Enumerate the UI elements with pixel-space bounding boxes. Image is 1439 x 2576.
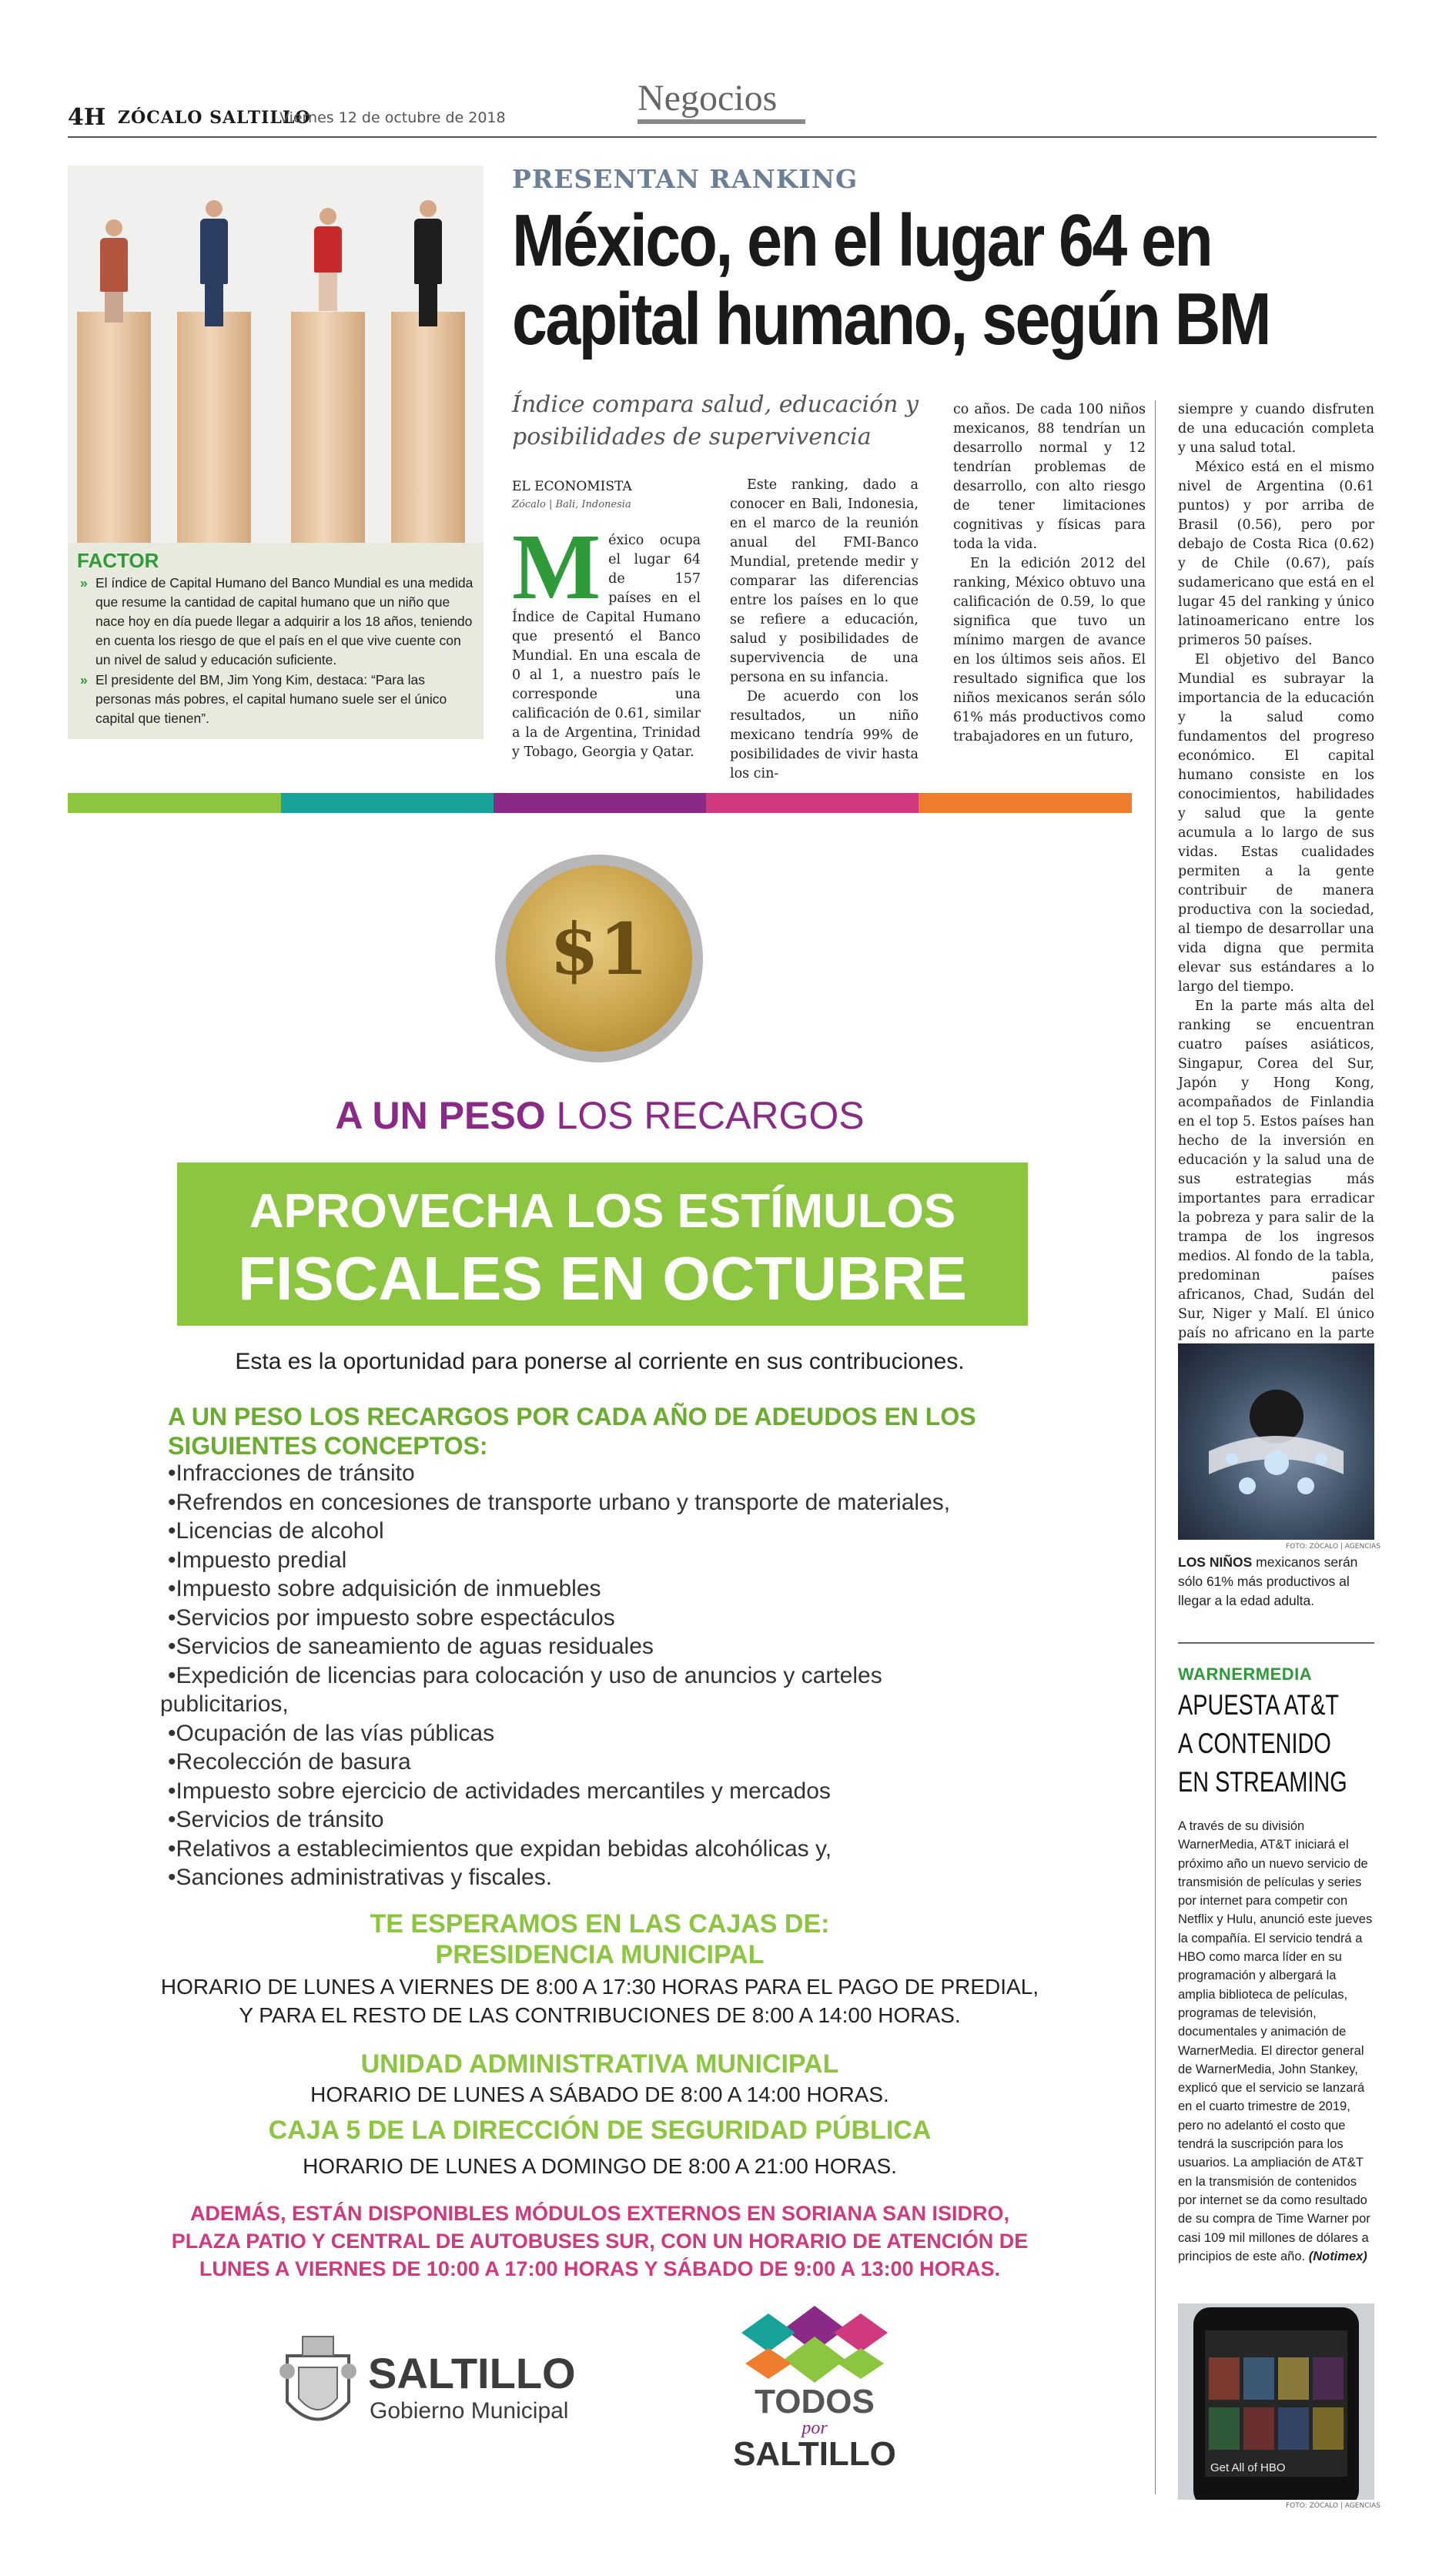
drop-cap: M [512, 515, 601, 619]
list-item: •Impuesto sobre adquisición de inmuebles [168, 1576, 601, 1601]
issue-date: Viernes 12 de octubre de 2018 [279, 109, 506, 126]
article-paragraph: En la edición 2012 del ranking, México obtuvo una calificación de 0.59, lo que significa que tuvo un mínimo margen de avance en los últimos seis años. El resultado significa que los niños mexicanos serán sólo 61% más productivos como trabajadores en un futuro, [953, 556, 1146, 744]
ad-list-heading: A UN PESO LOS RECARGOS POR CADA AÑO DE ADEUDOS EN LOS [168, 1403, 976, 1430]
color-stripe [919, 793, 1132, 813]
logo-connector: por [801, 2418, 828, 2438]
headline-line: EN STREAMING [1178, 1766, 1347, 1798]
factor-title: FACTOR [77, 549, 159, 572]
ad-peso-line: A UN PESO LOS RECARGOS [335, 1094, 865, 1137]
sidebar-separator [1178, 1642, 1374, 1644]
article-column-2 [730, 476, 919, 784]
list-item: •Expedición de licencias para colocación y uso de anuncios y carteles [168, 1662, 882, 1688]
municipal-ad [68, 793, 1132, 2494]
smartphone-photo [1178, 2303, 1374, 2500]
ad-wait-heading: TE ESPERAMOS EN LAS CAJAS DE: [370, 1909, 830, 1939]
figurine-man [199, 200, 229, 326]
ad-office-name: PRESIDENCIA MUNICIPAL [435, 1940, 765, 1969]
section-tab-rule [638, 119, 805, 124]
list-item: publicitarios, [160, 1691, 289, 1717]
headline-line: APUESTA AT&T [1178, 1689, 1340, 1721]
list-item: •Relativos a establecimientos que expidan bebidas alcohólicas y, [168, 1835, 832, 1862]
list-item: •Ocupación de las vías públicas [168, 1720, 495, 1746]
ad-hours: HORARIO DE LUNES A DOMINGO DE 8:00 A 21:00 HORAS. [303, 2154, 897, 2178]
ad-office-name: UNIDAD ADMINISTRATIVA MUNICIPAL [360, 2049, 839, 2079]
banner-line: FISCALES EN OCTUBRE [238, 1244, 967, 1313]
diamond-pattern-icon [722, 2306, 907, 2383]
ad-extra-info: ADEMÁS, ESTÁN DISPONIBLES MÓDULOS EXTERNOS EN SORIANA SAN ISIDRO, [189, 2202, 1010, 2225]
article-paragraph: siempre y cuando disfruten de una educación completa y una salud total. [1178, 402, 1374, 456]
article-kicker: PRESENTAN RANKING [512, 164, 858, 194]
list-item: •Refrendos en concesiones de transporte urbano y transporte de materiales, [168, 1489, 951, 1515]
ad-office-name: CAJA 5 DE LA DIRECCIÓN DE SEGURIDAD PÚBLICA [268, 2116, 932, 2145]
factor-item-text: El presidente del BM, Jim Yong Kim, destaca: “Para las personas más pobres, el capital humano suele ser el único capital que tienen”. [95, 672, 447, 726]
photo-cutline: LOS NIÑOS mexicanos serán sólo 61% más productivos al llegar a la edad adulta. [1178, 1554, 1358, 1608]
article-paragraph: En la parte más alta del ranking se encuentran cuatro países asiáticos, Singapur, Corea del Sur, Japón y Hong Kong, acompañados de Finlandia en el top 5. Estos países han hecho de la inversión en educación y la salud una de sus estrategias más importantes para erradicar la pobreza y para salir de la trampa de los ingresos medios. Al fondo de la tabla, predominan países africanos, Chad, Sudán del Sur, Niger y Malí. El único país no africano en la parte [1178, 999, 1374, 1341]
ad-subtitle: Esta es la oportunidad para ponerse al corriente en sus contribuciones. [235, 1349, 965, 1374]
logo-subtitle: Gobierno Municipal [370, 2398, 569, 2424]
article-paragraph: México ocupa el lugar 64 de 157 países en el Índice de Capital Humano que presentó el Banco Mundial. En una escala de 0 al 1, a nuestro país le corresponde una calificación de 0.61, similar a la de Argentina, Trinidad y Tobago, Georgia y Qatar. [512, 515, 701, 760]
todos-por-saltillo-logo [714, 2306, 915, 2471]
logo-wordmark: SALTILLO [733, 2435, 896, 2473]
double-chevron-icon: » [80, 575, 88, 590]
article-column-1 [512, 515, 701, 762]
ad-green-banner [177, 1163, 1028, 1326]
article-paragraph: México está en el mismo nivel de Argentina (0.61 puntos) y por arriba de Brasil (0.56), pero por debajo de Costa Rica (0.62) y de Chile (0.67), país sudamericano que está en el lugar 45 del ranking y único latinoamericano entre los primeros 50 países. [1178, 460, 1374, 648]
ad-hours: HORARIO DE LUNES A SÁBADO DE 8:00 A 14:00 HORAS. [310, 2083, 889, 2106]
list-item: •Servicios de saneamiento de aguas residuales [168, 1634, 654, 1659]
saltillo-government-logo [276, 2325, 584, 2441]
wooden-block [291, 312, 365, 543]
ad-hours: Y PARA EL RESTO DE LAS CONTRIBUCIONES DE 8:00 A 14:00 HORAS. [239, 2003, 961, 2027]
newspaper-brand: ZÓCALO SALTILLO [118, 108, 311, 128]
wooden-block [77, 312, 151, 543]
page-header [68, 73, 1377, 135]
figurine-man [413, 200, 443, 326]
ad-hours: HORARIO DE LUNES A VIERNES DE 8:00 A 17:30 HORAS PARA EL PAGO DE PREDIAL, [160, 1975, 1039, 1999]
factor-item-text: El índice de Capital Humano del Banco Mundial es una medida que resume la cantidad de capital humano que un niño que nace hoy en día puede llegar a adquirir a los 18 años, teniendo en cuenta los riesgo de que el país en el que vive cuente con un nivel de salud y educación suficiente. [95, 575, 474, 667]
ad-extra-info: LUNES A VIERNES DE 10:00 A 17:00 HORAS Y SÁBADO DE 9:00 A 13:00 HORAS. [199, 2257, 1001, 2280]
headline-line: A CONTENIDO [1178, 1728, 1331, 1759]
coat-of-arms-icon [276, 2325, 360, 2441]
list-item: •Licencias de alcohol [168, 1518, 384, 1544]
double-chevron-icon: » [80, 672, 88, 687]
column-rule [1155, 400, 1156, 2494]
brief-kicker: WARNERMEDIA [1178, 1664, 1313, 1684]
wooden-block [391, 312, 465, 543]
peso-coin-icon [495, 855, 703, 1062]
article-paragraph: El objetivo del Banco Mundial es subrayar la importancia de la educación y la salud como fundamentos del progreso económico. El capital humano consiste en los conocimientos, habilidades y salud que la gente acumula a lo largo de sus vidas. Estas cualidades permiten a la gente contribuir de manera productiva con la sociedad, al tiempo de desarrollar una vida digna que permita elevar sus estándares a lo largo del tiempo. [1178, 652, 1374, 995]
article-paragraph: Este ranking, dado a conocer en Bali, Indonesia, en el marco de la reunión anual del FMI-Banco Mundial, pretende medir y comparar las diferencias entre los países en lo que se refiere a educación, salud y posibilidades de supervivencia de una persona en su infancia. [730, 477, 919, 685]
list-item: •Impuesto predial [168, 1547, 347, 1573]
article-dateline: Zócalo | Bali, Indonesia [512, 499, 631, 510]
brief-headline [1178, 1686, 1358, 1802]
list-item: •Servicios de tránsito [168, 1807, 384, 1832]
color-stripe [494, 793, 706, 813]
article-paragraph: co años. De cada 100 niños mexicanos, 88 tendrían un desarrollo normal y 12 tendrían problemas de desarrollo, con alto riesgo de tener limitaciones cognitivas y físicas para toda la vida. [953, 402, 1146, 552]
photo-credit: FOTO: ZÓCALO | AGENCIAS [1286, 2502, 1380, 2510]
logo-wordmark: SALTILLO [368, 2349, 576, 2397]
page-number: 4H [68, 104, 106, 131]
article-byline: EL ECONOMISTA [512, 479, 632, 494]
figurine-woman [99, 219, 129, 323]
brief-body: A través de su división WarnerMedia, AT&T iniciará el próximo año un nuevo servicio de transmisión de películas y series por internet para competir con Netflix y Hulu, anunció este jueves la compañía. El servicio tendrá a HBO como marca líder en su programación y albergará la amplia biblioteca de películas, programas de televisión, documentales y animación de WarnerMedia. El director general de WarnerMedia, John Stankey, explicó que el servicio se lanzará en el cuarto trimestre de 2019, pero no adelantó el costo que tendrá la suscripción para los usuarios. La ampliación de AT&T en la transmisión de contenidos por internet se da como resultado de su compra de Time Warner por casi 109 mil millones de dólares a principios de este año. (Notimex) [1178, 1819, 1373, 2263]
color-stripe [706, 793, 919, 813]
color-stripe [281, 793, 494, 813]
coin-value: $1 [549, 908, 649, 991]
photo-credit: FOTO: ZÓCALO | AGENCIAS [1286, 1543, 1380, 1551]
banner-line: APROVECHA LOS ESTÍMULOS [249, 1185, 956, 1238]
factor-item [80, 574, 477, 670]
sidebar-photo [1178, 1343, 1374, 1540]
headline-line: capital humano, según BM [512, 278, 1270, 360]
figurine-woman [313, 208, 343, 311]
wooden-block [177, 312, 251, 543]
list-item: •Sanciones administrativas y fiscales. [168, 1865, 553, 1890]
ad-extra-info: PLAZA PATIO Y CENTRAL DE AUTOBUSES SUR, CON UN HORARIO DE ATENCIÓN DE [171, 2230, 1029, 2253]
article-paragraph: De acuerdo con los resultados, un niño mexicano tendría 99% de posibilidades de vivir hasta los cin- [730, 689, 919, 781]
article-headline [512, 199, 1270, 360]
article-column-4 [1178, 400, 1374, 1420]
factor-box [68, 543, 484, 739]
list-item: •Recolección de basura [168, 1749, 411, 1775]
color-stripe [68, 793, 281, 813]
factor-item [80, 671, 477, 728]
list-item: •Impuesto sobre ejercicio de actividades mercantiles y mercados [168, 1778, 831, 1804]
phone-screen-text: Get All of HBO [1210, 2461, 1286, 2474]
list-item: •Servicios por impuesto sobre espectáculos [168, 1604, 615, 1631]
list-item: •Infracciones de tránsito [168, 1460, 415, 1486]
section-title: Negocios [638, 78, 778, 119]
headline-line: México, en el lugar 64 en [512, 199, 1212, 282]
ad-list-heading: SIGUIENTES CONCEPTOS: [168, 1432, 488, 1460]
article-photo [68, 166, 484, 543]
people-network-icon [1178, 1343, 1374, 1540]
article-column-3 [953, 400, 1146, 747]
logo-wordmark: TODOS [755, 2383, 875, 2420]
header-rule [68, 136, 1377, 138]
ad-concept-list [160, 1459, 1053, 1892]
article-deck: Índice compara salud, educación y posibilidades de supervivencia [512, 391, 919, 450]
